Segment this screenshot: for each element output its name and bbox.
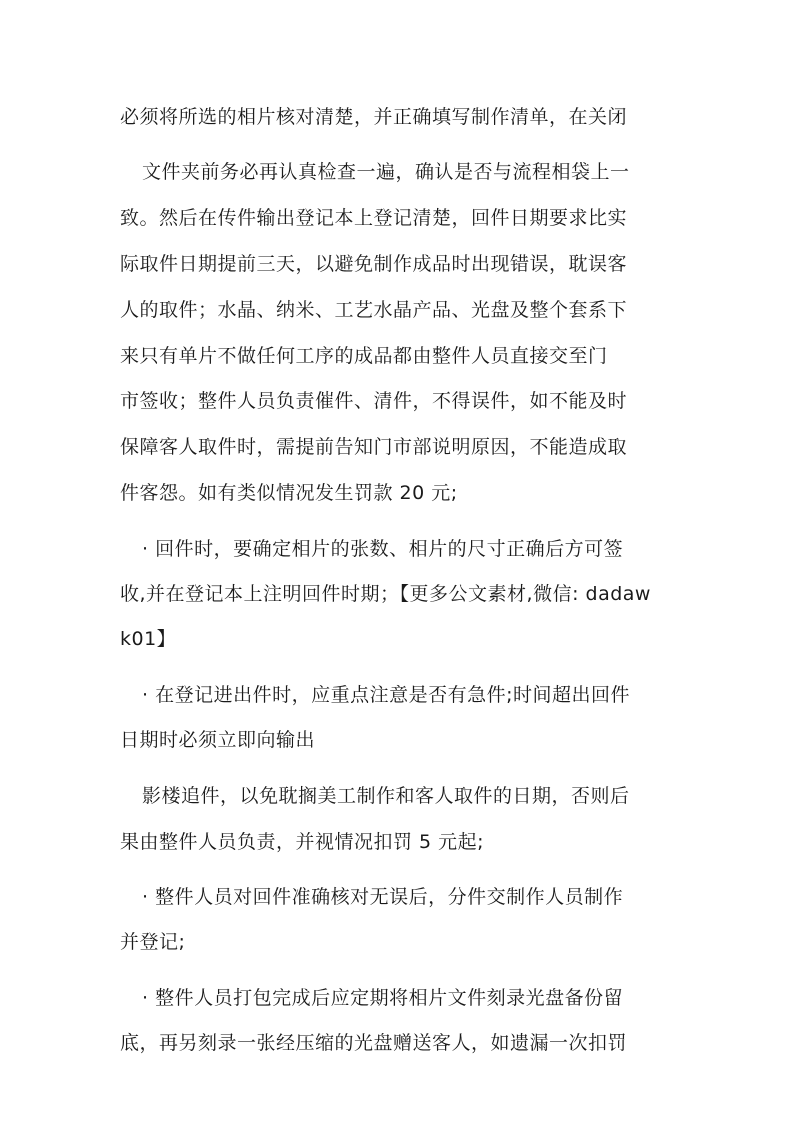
list-item-line: 收,并在登记本上注明回件时期；【更多公文素材,微信: dadaw	[120, 583, 651, 605]
paragraph-line: 际取件日期提前三天，以避免制作成品时出现错误，耽误客	[120, 253, 628, 275]
paragraph-line: 必须将所选的相片核对清楚，并正确填写制作清单，在关闭	[120, 106, 628, 128]
list-item-line: k01】	[120, 628, 177, 650]
list-item-line: 日期时必须立即向输出	[120, 729, 316, 751]
list-item-line: · 回件时，要确定相片的张数、相片的尺寸正确后方可签	[142, 538, 624, 560]
list-item-line: · 整件人员对回件准确核对无误后，分件交制作人员制作	[142, 886, 624, 908]
paragraph-line: 人的取件；水晶、纳米、工艺水晶产品、光盘及整个套系下	[120, 299, 628, 321]
list-item-line: 并登记;	[120, 931, 186, 953]
paragraph-line: 来只有单片不做任何工序的成品都由整件人员直接交至门	[120, 345, 608, 367]
paragraph-line: 保障客人取件时，需提前告知门市部说明原因，不能造成取	[120, 436, 628, 458]
paragraph-line: 致。然后在传件输出登记本上登记清楚，回件日期要求比实	[120, 207, 628, 229]
paragraph-line: 件客怨。如有类似情况发生罚款 20 元;	[120, 482, 458, 504]
paragraph-line: 文件夹前务必再认真检查一遍，确认是否与流程相袋上一	[142, 161, 630, 183]
list-item-line: · 在登记进出件时，应重点注意是否有急件;时间超出回件	[142, 684, 630, 706]
paragraph-line: 市签收；整件人员负责催件、清件，不得误件，如不能及时	[120, 390, 628, 412]
list-item-line: · 整件人员打包完成后应定期将相片文件刻录光盘备份留	[142, 987, 624, 1009]
paragraph-line: 影楼追件，以免耽搁美工制作和客人取件的日期，否则后	[142, 785, 630, 807]
paragraph-line: 果由整件人员负责，并视情况扣罚 5 元起;	[120, 831, 485, 853]
list-item-line: 底，再另刻录一张经压缩的光盘赠送客人，如遗漏一次扣罚	[120, 1032, 628, 1054]
